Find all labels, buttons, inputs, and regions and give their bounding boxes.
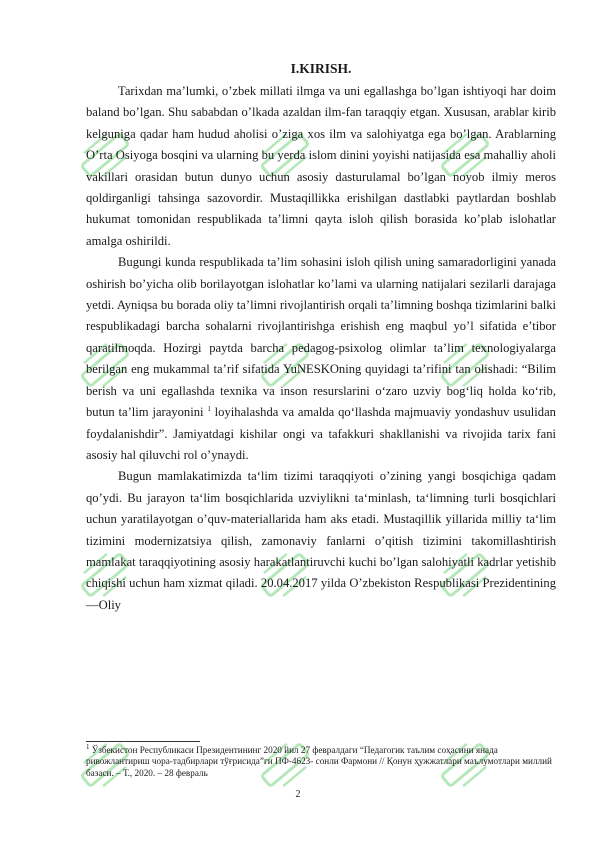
paragraph-2-text: Bugungi kunda respublikada ta’lim sohasini isloh qilish uning samaradorligini yanada oshirish bo’yicha olib borilayotgan islohatlar ko’lami va ularning natijalari sezilarli darajaga yetdi. Ayniqsa bu borada oliy ta’limni rivojlantirish orqali ta’limning boshqa tizimlarini balki respublikadagi barcha sohalarni rivojlantirishga erishish eng maqbul yo’l sifatida e’tibor qaratilmoqda. Hozirgi paytda barcha pedagog-psixolog olimlar ta’lim texnologiyalarga berilgan eng mukammal ta’rif sifatida YuNESKOning quyidagi ta’rifini tan olishadi: “Bilim berish va uni egallashda texnika va inson resurslarini o‘zaro uzviy bog‘liq holda ko‘rib, butun ta’lim jarayonini	[86, 255, 556, 420]
footnote-text: Ўзбекистон Республикаси Президентининг 2020 йил 27 февралдаги “Педагогик таълим соҳасини янада ривожлантириш чора-тадбирлари тўғрисида”ги ПФ-4623- сонли Фармони // Қонун ҳужжатлари маълумотлари миллий базаси. – Т., 2020. – 28 февраль	[86, 745, 552, 778]
section-title: I.KIRISH.	[290, 61, 352, 76]
paragraph-3-text: Bugun mamlakatimizda ta‘lim tizimi taraqqiyoti o’zining yangi bosqichiga qadam qo’ydi. Bu jarayon ta‘lim bosqichlarida uzviylikni ta‘minlash, ta‘limning turli bosqichlari uchun yaratilayotgan o’quv-materiallarida ham aks etadi. Mustaqillik yillarida milliy ta‘lim tizimini modernizatsiya qilish, zamonaviy fanlarni o’qitish tizimini takomillashtirish mamlakat taraqqiyotining asosiy harakatlantiruvchi kuchi bo’lgan salohiyatli kadrlar yetishib chiqishi uchun ham xizmat qiladi. 20.04.2017 yilda O’zbekiston Respublikasi Prezidentining ―Oliy	[86, 469, 556, 612]
page-body	[86, 62, 556, 616]
paragraph-3	[86, 466, 556, 616]
footnote-divider	[86, 741, 200, 742]
paragraph-1	[86, 81, 556, 252]
footnote-mark: 1	[86, 742, 90, 751]
footnote	[86, 742, 556, 779]
footnote-ref[interactable]: 1	[207, 404, 211, 413]
paragraph-1-text: Tarixdan ma’lumki, o’zbek millati ilmga va uni egallashga bo’lgan ishtiyoqi har doim baland bo’lgan. Shu sababdan o’lkada azaldan ilm-fan taraqqiy etgan. Xususan, arablar kirib kelguniga qadar ham hudud aholisi o’ziga xos ilm va salohiyatga ega bo’lgan. Arablarning O’rta Osiyoga bosqini va ularning bu yerda islom dinini yoyishi natijasida esa mahalliy aholi vakillari orasidan butun dunyo uchun asosiy dasturulamal bo’lgan noyob ilmiy meros qoldirganligi tahsinga sazovordir. Mustaqillikka erishilgan dastlabki paytlardan boshlab hukumat tomonidan respublikada ta’limni qayta isloh qilish borasida ko’plab islohatlar amalga oshirildi.	[86, 84, 556, 248]
paragraph-2	[86, 252, 556, 466]
paragraph-2-text-cont: loyihalashda va amalda qo‘llashda majmuaviy yondashuv usulidan foydalanishdir”. Jamiyatdagi kishilar ongi va tafakkuri shakllanishi va rivojida tarix fani asosiy hal qiluvchi rol o’ynaydi.	[86, 405, 556, 462]
page-number: 2	[295, 789, 301, 800]
